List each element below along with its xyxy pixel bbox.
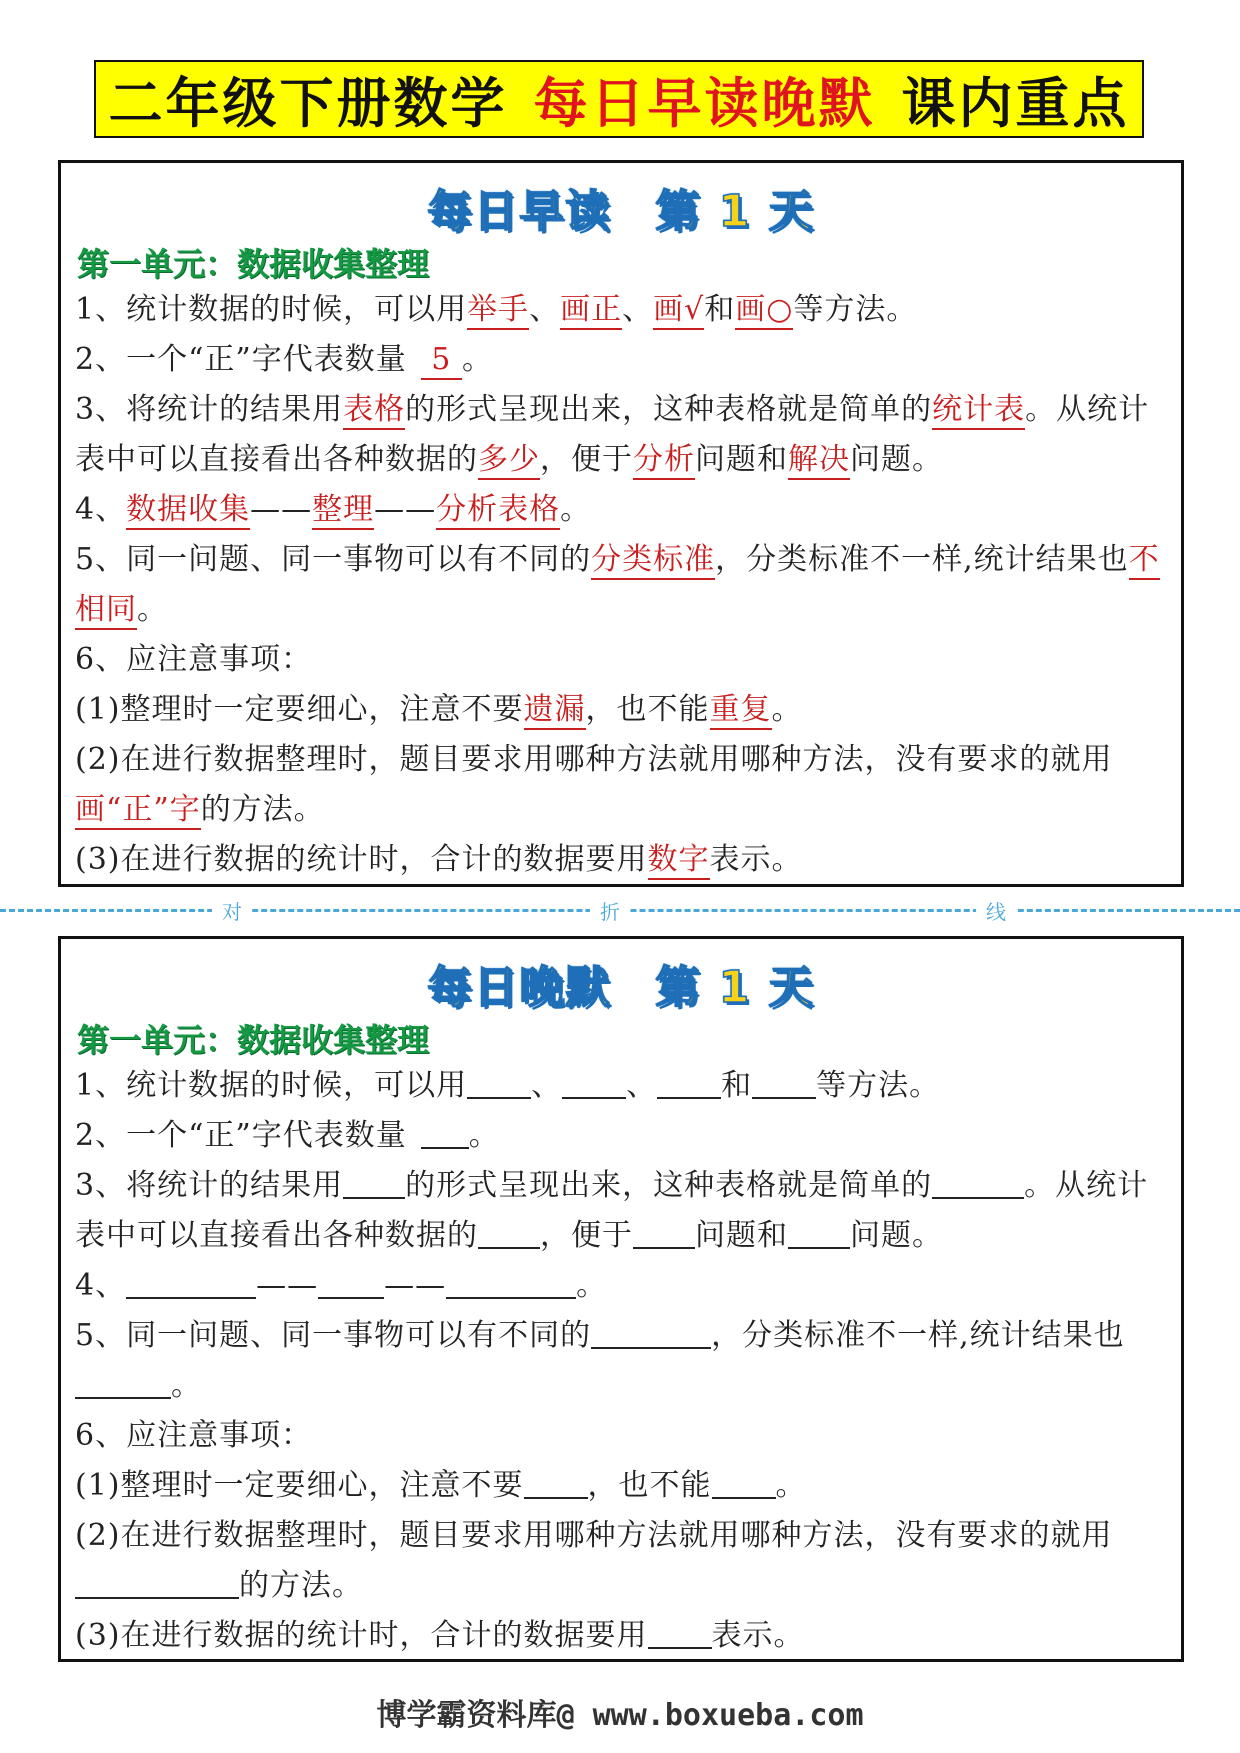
answer: 整理 bbox=[312, 492, 374, 530]
evening-panel-title bbox=[61, 951, 1181, 1015]
answer: 统计表 bbox=[932, 392, 1025, 430]
answer-blank bbox=[648, 1617, 712, 1649]
footer-watermark: 博学霸资料库@ www.boxueba.com bbox=[376, 1698, 864, 1733]
answer: 分类标准 bbox=[591, 542, 715, 580]
answer-blank bbox=[788, 1217, 850, 1249]
answer-blank bbox=[126, 1267, 256, 1299]
morning-item-2: 2、一个“正”字代表数量 5 。 bbox=[75, 335, 1165, 385]
answer-blank bbox=[657, 1067, 721, 1099]
evening-item-4: 4、 —— —— 。 bbox=[75, 1268, 608, 1303]
fold-label-2: 折 bbox=[590, 896, 630, 925]
answer-blank bbox=[343, 1167, 405, 1199]
answer-blank bbox=[524, 1467, 588, 1499]
morning-content bbox=[75, 285, 1165, 885]
answer: 画“正”字 bbox=[75, 792, 201, 830]
morning-item-3: 3、将统计的结果用表格的形式呈现出来，这种表格就是简单的统计表。从统计表中可以直接看出各种数据的多少，便于分析问题和解决问题。 bbox=[75, 385, 1165, 485]
answer: 画正 bbox=[560, 292, 622, 330]
evening-item-6: 6、应注意事项： bbox=[75, 1418, 313, 1453]
answer-blank bbox=[633, 1217, 695, 1249]
answer: 解决 bbox=[788, 442, 850, 480]
answer-blank bbox=[752, 1067, 816, 1099]
answer: 多少 bbox=[478, 442, 540, 480]
page-title-banner bbox=[94, 60, 1144, 138]
morning-item-6-2: (2)在进行数据整理时，题目要求用哪种方法就用哪种方法，没有要求的就用画“正”字的方法。 bbox=[75, 735, 1165, 835]
evening-title-main: 每日晚默 bbox=[427, 962, 612, 1013]
morning-item-6-3: (3)在进行数据的统计时，合计的数据要用数字表示。 bbox=[75, 835, 1165, 885]
answer: 不相同 bbox=[75, 542, 1160, 630]
answer: 分析 bbox=[633, 442, 695, 480]
answer-blank bbox=[478, 1217, 540, 1249]
morning-unit-title: 第一单元：数据收集整理 bbox=[77, 245, 430, 283]
fold-label-1: 对 bbox=[212, 896, 252, 925]
evening-item-3: 3、将统计的结果用 的形式呈现出来，这种表格就是简单的 。从统计表中可以直接看出各种数据的 ，便于 问题和 问题。 bbox=[75, 1168, 1149, 1253]
answer-blank bbox=[446, 1267, 576, 1299]
title-grade: 二年级下册数学 bbox=[108, 71, 508, 135]
answer-blank bbox=[562, 1067, 626, 1099]
evening-title-day: 第 1 天 bbox=[655, 962, 815, 1013]
evening-content bbox=[75, 1061, 1165, 1661]
morning-item-6-1: (1)整理时一定要细心，注意不要遗漏，也不能重复。 bbox=[75, 685, 1165, 735]
morning-item-4: 4、数据收集——整理——分析表格。 bbox=[75, 485, 1165, 535]
fold-label-3: 线 bbox=[976, 896, 1016, 925]
answer: 分析表格 bbox=[436, 492, 560, 530]
answer: 5 bbox=[421, 342, 462, 380]
answer: 重复 bbox=[710, 692, 772, 730]
answer-blank bbox=[75, 1567, 239, 1599]
answer: 画√ bbox=[653, 292, 704, 330]
answer: 数据收集 bbox=[126, 492, 250, 530]
evening-item-1: 1、统计数据的时候，可以用 、 、 和 等方法。 bbox=[75, 1068, 941, 1103]
title-keypoints: 课内重点 bbox=[901, 71, 1130, 135]
evening-item-6-3: (3)在进行数据的统计时，合计的数据要用 表示。 bbox=[75, 1618, 805, 1653]
answer-blank bbox=[932, 1167, 1024, 1199]
evening-item-6-2: (2)在进行数据整理时，题目要求用哪种方法就用哪种方法，没有要求的就用的方法。 bbox=[75, 1518, 1113, 1603]
answer-blank bbox=[318, 1267, 384, 1299]
morning-item-6: 6、应注意事项： bbox=[75, 642, 313, 677]
morning-item-1: 1、统计数据的时候，可以用举手、画正、画√和画○等方法。 bbox=[75, 285, 1165, 335]
title-daily: 每日早读晚默 bbox=[533, 71, 876, 135]
answer-blank bbox=[712, 1467, 776, 1499]
evening-item-6-1: (1)整理时一定要细心，注意不要 ，也不能 。 bbox=[75, 1468, 807, 1503]
answer-blank bbox=[591, 1317, 711, 1349]
evening-item-2: 2、一个“正”字代表数量 。 bbox=[75, 1118, 500, 1153]
answer-blank bbox=[421, 1117, 469, 1149]
answer: 画○ bbox=[735, 292, 793, 330]
morning-reading-panel bbox=[58, 160, 1184, 887]
morning-title-day: 第 1 天 bbox=[655, 186, 815, 237]
answer-blank bbox=[467, 1067, 531, 1099]
answer-blank bbox=[75, 1367, 171, 1399]
evening-unit-title: 第一单元：数据收集整理 bbox=[77, 1021, 430, 1059]
evening-dictation-panel bbox=[58, 936, 1184, 1662]
morning-title-main: 每日早读 bbox=[427, 186, 612, 237]
answer: 举手 bbox=[467, 292, 529, 330]
answer: 表格 bbox=[343, 392, 405, 430]
evening-item-5: 5、同一问题、同一事物可以有不同的 ，分类标准不一样,统计结果也。 bbox=[75, 1318, 1125, 1403]
morning-item-5: 5、同一问题、同一事物可以有不同的分类标准，分类标准不一样,统计结果也不相同。 bbox=[75, 535, 1165, 635]
morning-panel-title bbox=[61, 175, 1181, 239]
answer: 遗漏 bbox=[524, 692, 586, 730]
answer: 数字 bbox=[648, 842, 710, 880]
